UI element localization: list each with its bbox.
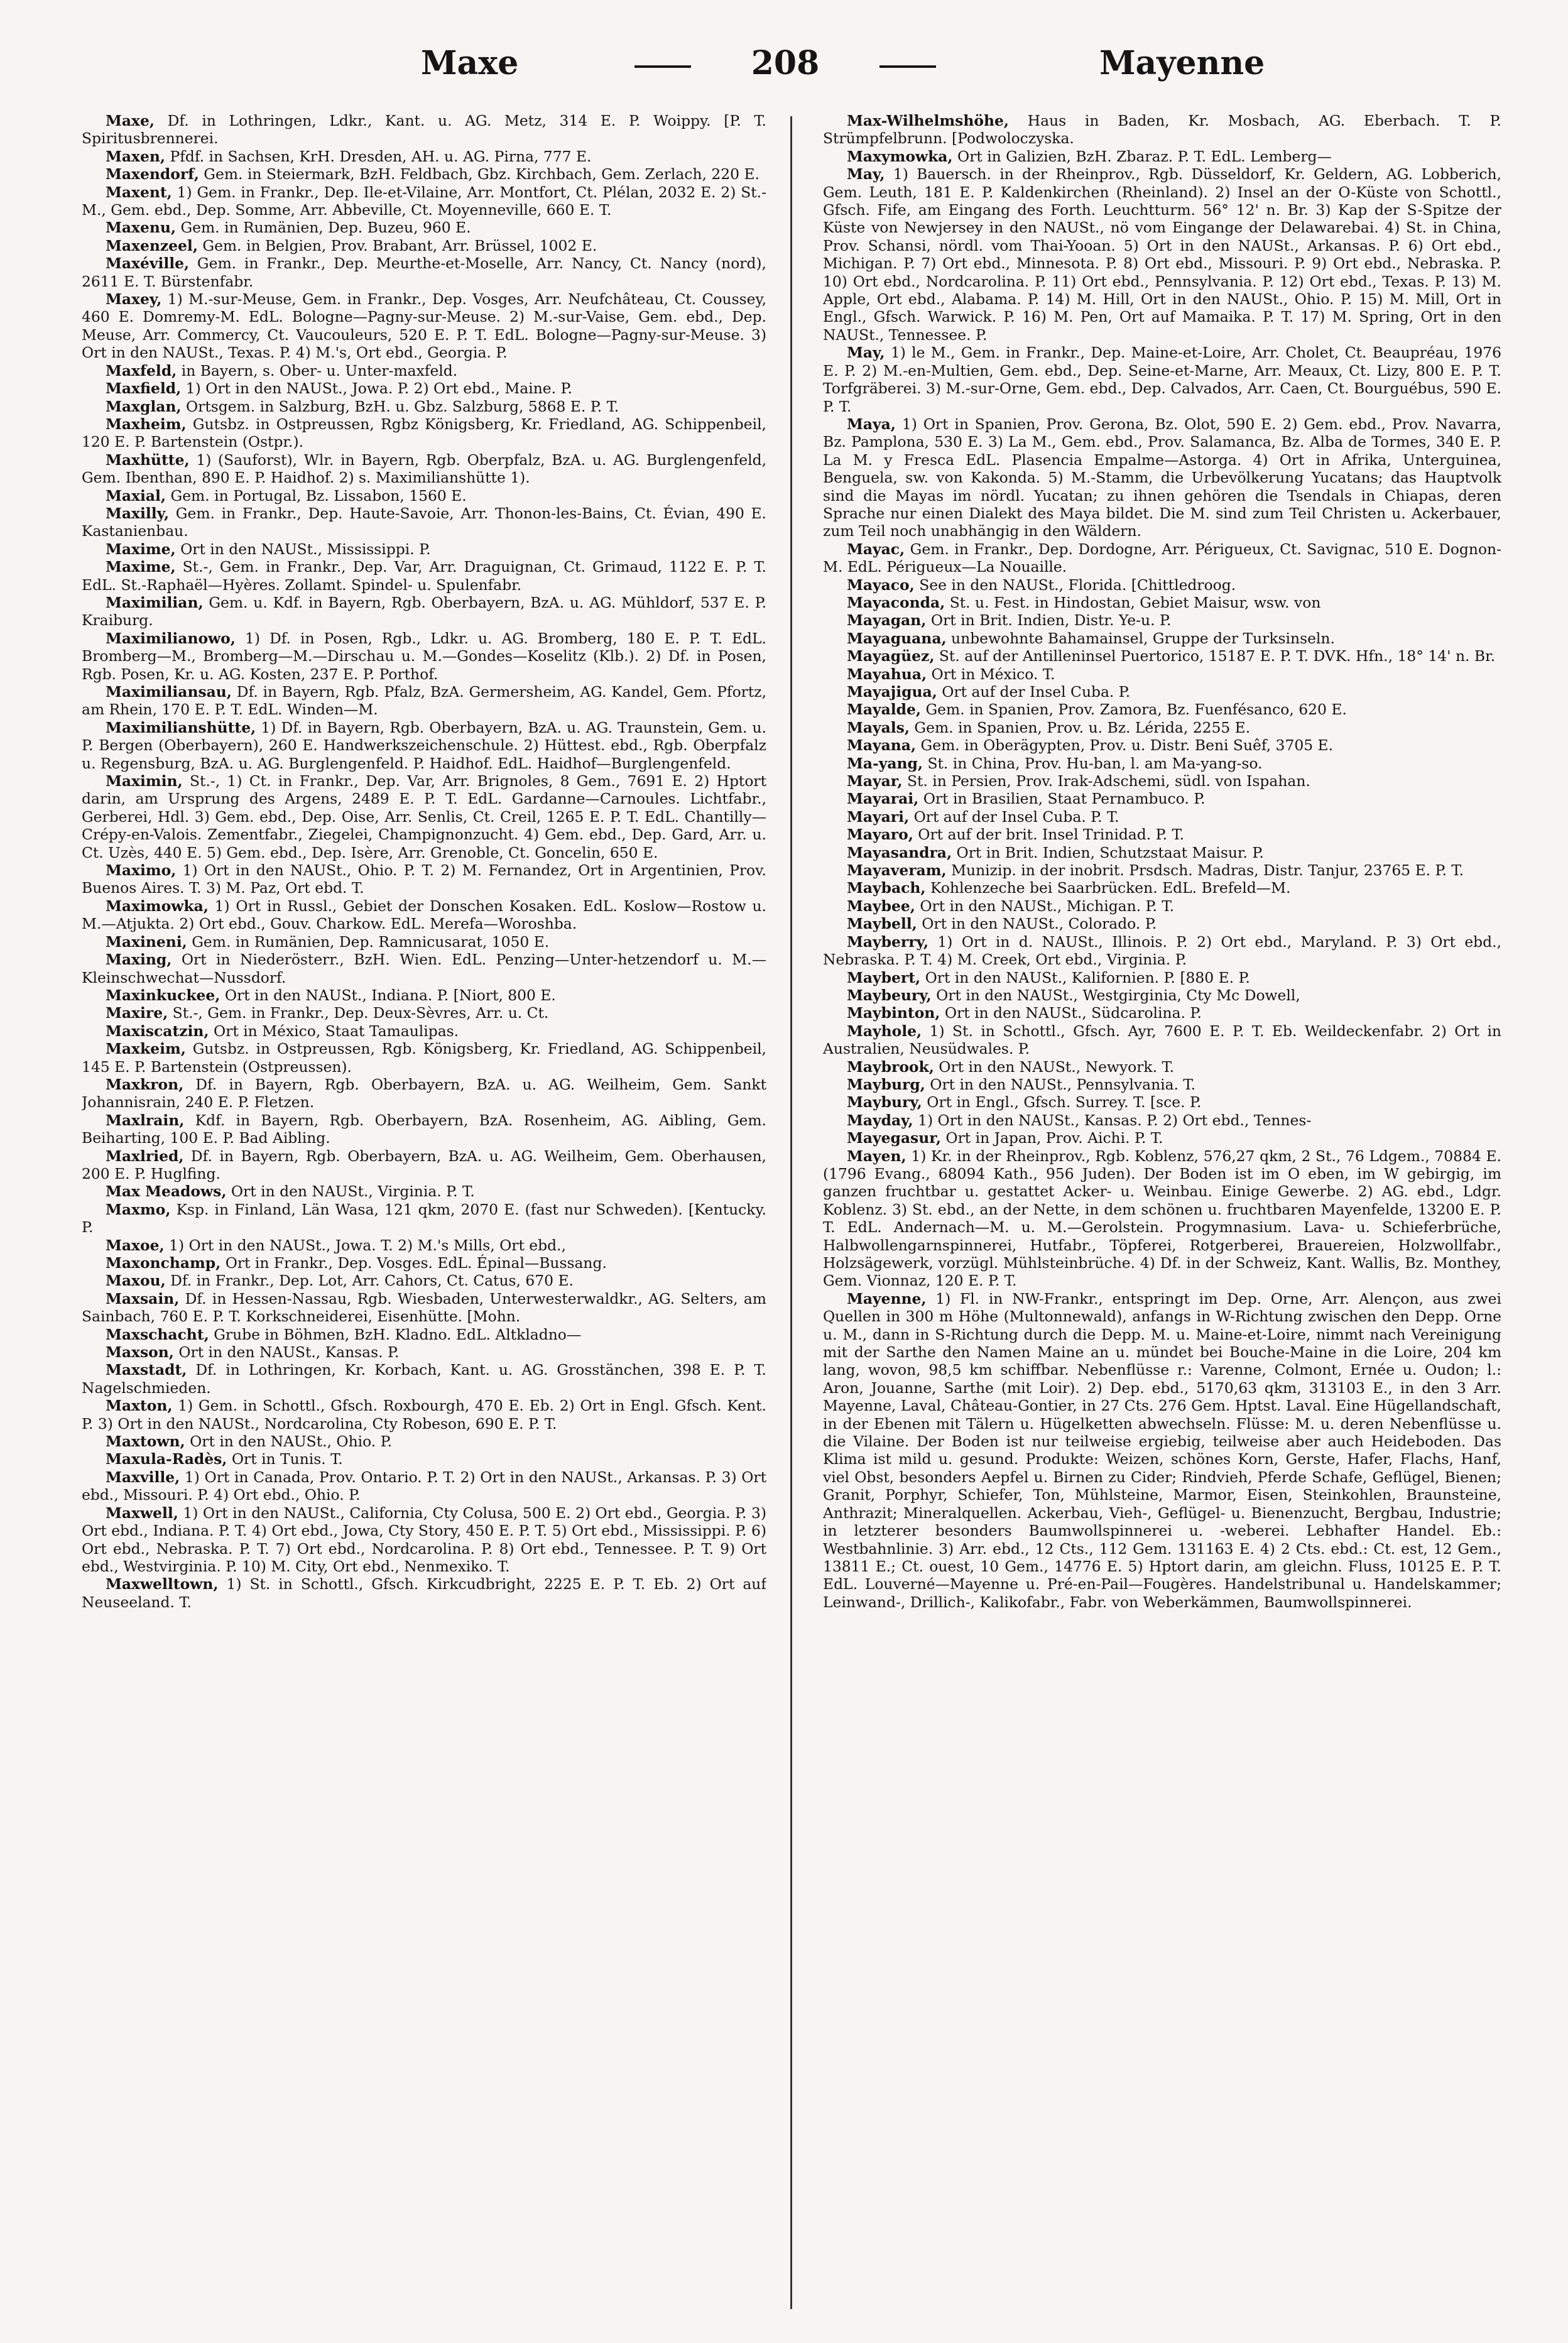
entry-keyword: Maxey,: [106, 290, 162, 309]
entry-keyword: Maybury,: [847, 1093, 922, 1111]
dictionary-entry: [82, 1201, 766, 1237]
entry-keyword: Maxen,: [106, 147, 166, 165]
entry-text: Ort in Brit. Indien, Schutzstaat Maisur. P.: [952, 843, 1264, 861]
entry-text: 1) (Sauforst), Wlr. in Bayern, Rgb. Oberpfalz, BzA. u. AG. Burglengenfeld, Gem. Ibenthan, 890 E. P. Haidhof. 2) s. Maximilianshütte 1).: [82, 451, 766, 487]
entry-text: 1) St. in Schottl., Gfsch. Kirkcudbright, 2225 E. P. T. Eb. 2) Ort auf Neuseeland. T.: [82, 1575, 766, 1611]
dictionary-entry: [823, 594, 1501, 611]
entry-text: Ort in Brasilien, Staat Pernambuco. P.: [918, 790, 1206, 808]
dictionary-entry: [82, 933, 766, 951]
entry-keyword: Mayaro,: [847, 826, 913, 844]
dictionary-entry: [82, 1343, 766, 1361]
dictionary-entry: [823, 647, 1501, 665]
dictionary-entry: [82, 1575, 766, 1611]
entry-keyword: Maxenu,: [106, 219, 177, 237]
dictionary-entry: [823, 808, 1501, 826]
entry-text: 1) Bauersch. in der Rheinprov., Rgb. Düsseldorf, Kr. Geldern, AG. Lobberich, Gem. Leuth, 181 E. P. Kaldenkirchen (Rheinland). 2) Insel an der O-Küste von Schottl., Gfsch. Fife, am Eingang des Forth. Leuchtturm. 56° 12' n. Br. 3) Kap der S-Spitze der Küste von Newjersey in den NAUSt., nö vom Eingange der Delawarebai. 4) St. in China, Prov. Schansi, nördl. vom Thai-Yooan. 5) Ort in den NAUSt., Arkansas. P. 6) Ort ebd., Michigan. P. 7) Ort ebd., Minnesota. P. 8) Ort ebd., Missouri. P. 9) Ort ebd., Nebraska. P. 10) Ort ebd., Nordcarolina. P. 11) Ort ebd., Pennsylvania. P. 12) Ort ebd., Texas. P. 13) M. Apple, Ort ebd., Alabama. P. 14) M. Hill, Ort in den NAUSt., Ohio. P. 15) M. Mill, Ort in Engl., Gfsch. Warwick. P. 16) M. Pen, Ort auf Mamaika. P. T. 17) M. Spring, Ort in den NAUSt., Tennessee. P.: [823, 165, 1501, 344]
dictionary-entry: [823, 719, 1501, 736]
dictionary-entry: [82, 290, 766, 362]
entry-text: Ort in Tunis. T.: [227, 1450, 343, 1468]
entry-keyword: Mayday,: [847, 1111, 913, 1129]
entry-text: Ort in den NAUSt., Pennsylvania. T.: [925, 1075, 1196, 1093]
dictionary-entry: [823, 736, 1501, 754]
entry-keyword: Maximin,: [106, 772, 183, 790]
entry-text: St. in Persien, Prov. Irak-Adschemi, südl. von Ispahan.: [902, 772, 1310, 790]
entry-text: 1) Ort in den NAUSt., Kansas. P. 2) Ort ebd., Tennes-: [913, 1111, 1312, 1129]
entry-text: Ksp. in Finland, Län Wasa, 121 qkm, 2070 E. (fast nur Schweden). [Kentucky. P.: [82, 1200, 766, 1237]
entry-keyword: Maxlried,: [106, 1147, 184, 1165]
entry-keyword: Maya,: [847, 415, 896, 433]
dictionary-entry: [823, 611, 1501, 629]
entry-keyword: Mayberry,: [847, 932, 929, 951]
entry-text: Df. in Bayern, Rgb. Oberbayern, BzA. u. AG. Weilheim, Gem. Sankt Johannisrain, 240 E. P. Fletzen.: [82, 1075, 766, 1111]
entry-keyword: Maybee,: [847, 897, 915, 915]
entry-keyword: Maxkron,: [106, 1075, 184, 1093]
dictionary-entry: [823, 112, 1501, 148]
dictionary-entry: [82, 683, 766, 719]
dictionary-entry: [82, 719, 766, 772]
entry-keyword: Mayals,: [847, 718, 910, 736]
entry-text: Ort auf der Insel Cuba. P.: [937, 683, 1131, 701]
entry-text: 1) Ort in den NAUSt., Jowa. P. 2) Ort ebd., Maine. P.: [181, 380, 572, 398]
dictionary-entry: [82, 1433, 766, 1450]
entry-keyword: Maximo,: [106, 861, 177, 880]
dictionary-entry: [82, 1237, 766, 1254]
entry-text: Gem. in Oberägypten, Prov. u. Distr. Beni Suêf, 3705 E.: [916, 736, 1334, 755]
entry-text: 1) Kr. in der Rheinprov., Rgb. Koblenz, 576,27 qkm, 2 St., 76 Ldgem., 70884 E. (1796 Evang., 68094 Kath., 956 Juden). Der Boden ist im O eben, im W gebirgig, im ganzen fruchtbar u. gestattet Acker- u. Weinbau. Einige Gewerbe. 2) AG. ebd., Ldgr. Koblenz. 3) St. ebd., an der Nette, in dem schönen u. fruchtbaren Mayenfelde, 13200 E. P. T. EdL. Andernach—M. u. M.—Gerolstein. Progymnasium. Lava- u. Schieferbrüche, Halbwollengarnspinnerei, Hutfabr., Töpferei, Rotgerberei, Brauereien, Holzwollfabr., Holzsägewerk, vorzügl. Mühlsteinbrüche. 4) Df. in der Schweiz, Kant. Wallis, Bz. Monthey, Gem. Vionnaz, 120 E. P. T.: [823, 1147, 1501, 1290]
entry-keyword: Mayaveram,: [847, 861, 947, 880]
entry-keyword: Mayaco,: [847, 576, 915, 594]
entry-text: Gem. in Frankr., Dep. Dordogne, Arr. Périgueux, Ct. Savignac, 510 E. Dognon-M. EdL. Périgueux—La Nouaille.: [823, 540, 1501, 576]
dictionary-entry: [82, 1040, 766, 1076]
entry-keyword: Maxfield,: [106, 380, 182, 398]
dictionary-entry: [823, 933, 1501, 969]
entry-keyword: May,: [847, 165, 885, 183]
entry-keyword: Mayajigua,: [847, 683, 937, 701]
entry-keyword: Mayburg,: [847, 1075, 925, 1093]
dictionary-entry: [82, 897, 766, 933]
entry-keyword: Maybell,: [847, 915, 917, 933]
entry-text: Ort in Engl., Gfsch. Surrey. T. [sce. P.: [922, 1093, 1202, 1111]
dictionary-entry: [823, 772, 1501, 790]
entry-text: Ort in den NAUSt., Westgirginia, Cty Mc Dowell,: [931, 986, 1300, 1004]
dictionary-entry: [823, 165, 1501, 344]
dictionary-entry: [82, 1022, 766, 1040]
entry-text: Kdf. in Bayern, Rgb. Oberbayern, BzA. Rosenheim, AG. Aibling, Gem. Beiharting, 100 E. P. Bad Aibling.: [82, 1111, 766, 1147]
entry-text: 1) Df. in Bayern, Rgb. Oberbayern, BzA. u. AG. Traunstein, Gem. u. P. Bergen (Oberbayern), 260 E. Handwerkszeichenschule. 2) Hüttest. ebd., Rgb. Oberpfalz u. Regensburg, BzA. u. AG. Burglengenfeld. P. Haidhof. EdL. Haidhof—Burglengenfeld.: [82, 718, 766, 772]
entry-keyword: Maybrook,: [847, 1057, 934, 1076]
entry-keyword: Maximowka,: [106, 897, 209, 915]
entry-keyword: Maxéville,: [106, 254, 190, 273]
entry-text: Ort in Niederösterr., BzH. Wien. EdL. Penzing—Unter-hetzendorf u. M.—Kleinschwechat—Nussdorf.: [82, 951, 766, 986]
entry-keyword: Mayen,: [847, 1147, 906, 1165]
entry-keyword: Maxfeld,: [106, 361, 177, 380]
left-column: [82, 112, 766, 2311]
dictionary-entry: [823, 1290, 1501, 1611]
entry-keyword: Maxson,: [106, 1343, 174, 1362]
header-right-term: Mayenne: [1099, 44, 1265, 82]
entry-text: Pfdf. in Sachsen, KrH. Dresden, AH. u. AG. Pirna, 777 E.: [165, 147, 592, 165]
entry-text: Gem. in Spanien, Prov. Zamora, Bz. Fuenfésanco, 620 E.: [921, 701, 1347, 719]
dictionary-entry: [823, 861, 1501, 879]
dictionary-entry: [82, 1147, 766, 1183]
dictionary-entry: [823, 969, 1501, 986]
dictionary-entry: [82, 254, 766, 290]
entry-text: Kohlenzeche bei Saarbrücken. EdL. Brefeld—M.: [925, 879, 1291, 897]
entry-text: Ort in den NAUSt., Ohio. P.: [185, 1433, 393, 1451]
entry-keyword: Maybinton,: [847, 1004, 940, 1022]
entry-keyword: Maybach,: [847, 879, 926, 897]
entry-keyword: Mayari,: [847, 807, 910, 826]
header-left-term: Maxe: [421, 44, 519, 82]
dictionary-entry: [823, 1022, 1501, 1058]
entry-keyword: Maxville,: [106, 1468, 180, 1486]
dictionary-entry: [823, 915, 1501, 932]
dictionary-entry: [82, 951, 766, 986]
dictionary-entry: [82, 558, 766, 594]
entry-text: See in den NAUSt., Florida. [Chittledroog.: [914, 576, 1236, 594]
dictionary-entry: [82, 1182, 766, 1200]
entry-keyword: Mayac,: [847, 540, 905, 558]
dictionary-entry: [82, 986, 766, 1004]
entry-text: 1) Ort in den NAUSt., Ohio. P. T. 2) M. Fernandez, Ort in Argentinien, Prov. Buenos Aires. T. 3) M. Paz, Ort ebd. T.: [82, 861, 766, 897]
entry-keyword: Max Meadows,: [106, 1182, 227, 1201]
entry-keyword: Maxiscatzin,: [106, 1022, 209, 1040]
dictionary-entry: [823, 683, 1501, 701]
entry-keyword: Maxschacht,: [106, 1325, 209, 1343]
dictionary-entry: [823, 844, 1501, 861]
entry-text: Ort in den NAUSt., Colorado. P.: [917, 915, 1157, 933]
dictionary-entry: [82, 505, 766, 540]
entry-keyword: Maxton,: [106, 1397, 173, 1415]
entry-text: Ort in den NAUSt., Mississippi. P.: [175, 540, 431, 558]
dictionary-entry: [82, 1076, 766, 1111]
entry-keyword: Maxsain,: [106, 1289, 180, 1308]
entry-keyword: Maxime,: [106, 558, 176, 576]
entry-text: 1) M.-sur-Meuse, Gem. in Frankr., Dep. Vosges, Arr. Neufchâteau, Ct. Coussey, 460 E. Domremy-M. EdL. Bologne—Pagny-sur-Meuse. 2) M.-sur-Vaise, Gem. ebd., Dep. Meuse, Arr. Commercy, Ct. Vaucouleurs, 520 E. P. T. EdL. Bologne—Pagny-sur-Meuse. 3) Ort in den NAUSt., Texas. P. 4) M.'s, Ort ebd., Georgia. P.: [82, 290, 766, 362]
entry-text: 1) Df. in Posen, Rgb., Ldkr. u. AG. Bromberg, 180 E. P. T. EdL. Bromberg—M., Bromberg—M.—Dirschau u. M.—Gondes—Koselitz (Klb.). 2) Df. in Posen, Rgb. Posen, Kr. u. AG. Kosten, 237 E. P. Porthof.: [82, 629, 766, 683]
entry-keyword: Maxula-Radès,: [106, 1450, 227, 1468]
entry-text: Gutsbz. in Ostpreussen, Rgb. Königsberg, Kr. Friedland, AG. Schippenbeil, 145 E. P. Bartenstein (Ostpreussen).: [82, 1040, 766, 1076]
entry-keyword: Maxymowka,: [847, 147, 953, 165]
right-column: [823, 112, 1501, 2311]
entry-keyword: Maxkeim,: [106, 1040, 186, 1058]
entry-keyword: Maybert,: [847, 968, 921, 986]
entry-text: Ort in den NAUSt., Kansas. P.: [173, 1343, 400, 1362]
dictionary-entry: [82, 1004, 766, 1022]
entry-keyword: Maxoe,: [106, 1236, 165, 1254]
entry-text: unbewohnte Bahamainsel, Gruppe der Turksinseln.: [946, 629, 1335, 647]
entry-text: Ort in den NAUSt., Indiana. P. [Niort, 800 E.: [220, 986, 556, 1004]
dictionary-entry: [823, 1111, 1501, 1129]
entry-text: St. u. Fest. in Hindostan, Gebiet Maisur, wsw. von: [945, 593, 1321, 611]
entry-keyword: Mayalde,: [847, 701, 922, 719]
entry-keyword: Maxial,: [106, 486, 166, 505]
entry-text: 1) Ort in den NAUSt., California, Cty Colusa, 500 E. 2) Ort ebd., Georgia. P. 3) Ort ebd., Indiana. P. T. 4) Ort ebd., Jowa, Cty Story, 450 E. P. T. 5) Ort ebd., Mississippi. P. 6) Ort ebd., Nebraska. P. T. 7) Ort ebd., Nordcarolina. P. 8) Ort ebd., Tennessee. P. T. 9) Ort ebd., Westvirginia. P. 10) M. City, Ort ebd., Nenmexiko. T.: [82, 1504, 766, 1575]
entry-text: Gem. u. Kdf. in Bayern, Rgb. Oberbayern, BzA. u. AG. Mühldorf, 537 E. P. Kraiburg.: [82, 593, 766, 630]
dictionary-entry: [823, 790, 1501, 807]
entry-text: Df. in Hessen-Nassau, Rgb. Wiesbaden, Unterwesterwaldkr., AG. Selters, am Sainbach, 760 E. P. T. Korkschneiderei, Eisenhütte. [Mohn.: [82, 1289, 766, 1326]
entry-text: Df. in Lothringen, Ldkr., Kant. u. AG. Metz, 314 E. P. Woippy. [P. T. Spiritusbrennerei.: [82, 112, 766, 148]
column-divider: [790, 116, 792, 2309]
entry-keyword: Mayana,: [847, 736, 917, 755]
entry-text: Ort in den NAUSt., Kalifornien. P. [880 E. P.: [920, 968, 1250, 986]
dictionary-entry: [82, 415, 766, 451]
entry-text: Ort in den NAUSt., Südcarolina. P.: [940, 1004, 1202, 1022]
entry-keyword: Mayegasur,: [847, 1129, 941, 1147]
dictionary-entry: [823, 576, 1501, 594]
entry-text: Munizip. in der inobrit. Prsdsch. Madras, Distr. Tanjur, 23765 E. P. T.: [946, 861, 1464, 880]
dictionary-entry: [82, 112, 766, 148]
entry-text: St. auf der Antilleninsel Puertorico, 15187 E. P. T. DVK. Hfn., 18° 14' n. Br.: [934, 647, 1496, 665]
entry-text: Gem. in Steiermark, BzH. Feldbach, Gbz. Kirchbach, Gem. Zerlach, 220 E.: [199, 165, 760, 183]
dictionary-entry: [823, 415, 1501, 540]
entry-text: Ort auf der Insel Cuba. P. T.: [909, 807, 1119, 826]
dictionary-entry: [82, 487, 766, 505]
entry-text: Df. in Frankr., Dep. Lot, Arr. Cahors, Ct. Catus, 670 E.: [165, 1272, 574, 1290]
dictionary-entry: [82, 594, 766, 630]
entry-keyword: Ma-yang,: [847, 754, 923, 772]
dictionary-entry: [823, 344, 1501, 415]
entry-keyword: Maxwell,: [106, 1504, 178, 1522]
entry-keyword: Mayarai,: [847, 790, 919, 808]
entry-text: 1) le M., Gem. in Frankr., Dep. Maine-et-Loire, Arr. Cholet, Ct. Beaupréau, 1976 E. P. 2) M.-en-Multien, Gem. ebd., Dep. Seine-et-Marne, Arr. Meaux, Ct. Lizy, 800 E. P. T. Torfgräberei. 3) M.-sur-Orne, Gem. ebd., Dep. Calvados, Arr. Caen, Ct. Bourguébus, 590 E. P. T.: [823, 344, 1501, 415]
dictionary-entry: [82, 1397, 766, 1433]
dictionary-entry: [823, 1004, 1501, 1022]
entry-text: Df. in Lothringen, Kr. Korbach, Kant. u. AG. Grosstänchen, 398 E. P. T. Nagelschmieden.: [82, 1361, 766, 1397]
entry-keyword: Mayaconda,: [847, 593, 945, 611]
dictionary-entry: [823, 986, 1501, 1004]
dictionary-entry: [823, 826, 1501, 843]
entry-text: Ort in Brit. Indien, Distr. Ye-u. P.: [926, 611, 1172, 630]
entry-keyword: Mayahua,: [847, 665, 927, 683]
entry-keyword: Maxstadt,: [106, 1361, 187, 1379]
entry-text: Ort in den NAUSt., Michigan. P. T.: [915, 897, 1175, 915]
entry-text: Ort in den NAUSt., Virginia. P. T.: [226, 1182, 475, 1201]
entry-text: Gem. in Frankr., Dep. Meurthe-et-Moselle, Arr. Nancy, Ct. Nancy (nord), 2611 E. T. Bürstenfabr.: [82, 254, 766, 290]
entry-keyword: Maxineni,: [106, 932, 187, 951]
entry-text: Ortsgem. in Salzburg, BzH. u. Gbz. Salzburg, 5868 E. P. T.: [181, 397, 619, 415]
entry-keyword: Maxinkuckee,: [106, 986, 220, 1004]
entry-text: Ort auf der brit. Insel Trinidad. P. T.: [913, 826, 1185, 844]
entry-text: Gem. in Frankr., Dep. Haute-Savoie, Arr. Thonon-les-Bains, Ct. Évian, 490 E. Kastanienbau.: [82, 504, 766, 540]
entry-keyword: Maybeury,: [847, 986, 932, 1004]
entry-text: Gem. in Rumänien, Dep. Ramnicusarat, 1050 E.: [187, 932, 550, 951]
entry-keyword: Maximiliansau,: [106, 683, 232, 701]
entry-keyword: Maxilly,: [106, 504, 170, 522]
dictionary-entry: [82, 219, 766, 236]
dictionary-entry: [82, 1290, 766, 1326]
dictionary-entry: [823, 148, 1501, 165]
dictionary-entry: [82, 165, 766, 183]
dictionary-entry: [823, 1129, 1501, 1147]
entry-keyword: Maximilianowo,: [106, 629, 236, 647]
entry-text: 1) St. in Schottl., Gfsch. Ayr, 7600 E. P. T. Eb. Weildeckenfabr. 2) Ort in Australien, Neusüdwales. P.: [823, 1022, 1501, 1058]
dictionary-entry: [82, 1254, 766, 1272]
entry-keyword: Maxe,: [106, 112, 155, 129]
dictionary-entry: [823, 701, 1501, 718]
entry-text: Ort in México, Staat Tamaulipas.: [209, 1022, 459, 1040]
entry-text: 1) Gem. in Schottl., Gfsch. Roxbourgh, 470 E. Eb. 2) Ort in Engl. Gfsch. Kent. P. 3) Ort in den NAUSt., Nordcarolina, Cty Robeson, 690 E. P. T.: [82, 1397, 766, 1433]
entry-text: Ort in México. T.: [927, 665, 1055, 683]
dictionary-entry: [823, 630, 1501, 647]
dictionary-entry: [82, 540, 766, 558]
dictionary-entry: [82, 1272, 766, 1289]
entry-text: Grube in Böhmen, BzH. Kladno. EdL. Altkladno—: [209, 1325, 582, 1343]
entry-text: Ort in Frankr., Dep. Vosges. EdL. Épinal—Bussang.: [220, 1254, 607, 1272]
dictionary-entry: [82, 1504, 766, 1576]
entry-text: 1) Ort in Spanien, Prov. Gerona, Bz. Olot, 590 E. 2) Gem. ebd., Prov. Navarra, Bz. Pamplona, 530 E. 3) La M., Gem. ebd., Prov. Salamanca, Bz. Alba de Tormes, 340 E. P. La M. y Fresca EdL. Plasencia Empalme—Astorga. 4) Ort in Afrika, Unterguinea, Benguela, sw. von Kakonda. 5) M.-Stamm, die Urbevölkerung Yucatans; das Hauptvolk sind die Mayas im nördl. Yucatan; zu ihnen gehören die Tsendals in Chiapas, deren Sprache nur einen Dialekt des Maya bildet. Die M. sind zum Teil Christen u. Ackerbauer, zum Teil noch unabhängig in den Wäldern.: [823, 415, 1501, 540]
dictionary-entry: [82, 1468, 766, 1504]
entry-keyword: Max-Wilhelmshöhe,: [847, 112, 1009, 129]
dictionary-entry: [82, 630, 766, 683]
entry-text: 1) Ort in d. NAUSt., Illinois. P. 2) Ort ebd., Maryland. P. 3) Ort ebd., Nebraska. P. T. 4) M. Creek, Ort ebd., Virginia. P.: [823, 932, 1501, 969]
entry-keyword: Maxonchamp,: [106, 1254, 221, 1272]
entry-text: 1) Gem. in Frankr., Dep. Ile-et-Vilaine, Arr. Montfort, Ct. Plélan, 2032 E. 2) St.-M., Gem. ebd., Dep. Somme, Arr. Abbeville, Ct. Moyenneville, 660 E. T.: [82, 183, 766, 219]
entry-keyword: Mayagan,: [847, 611, 927, 630]
dictionary-entry: [823, 1147, 1501, 1290]
entry-keyword: Maxtown,: [106, 1433, 185, 1451]
entry-text: Gutsbz. in Ostpreussen, Rgbz Königsberg, Kr. Friedland, AG. Schippenbeil, 120 E. P. Bartenstein (Ostpr.).: [82, 415, 766, 451]
entry-text: St.-, Gem. in Frankr., Dep. Var, Arr. Draguignan, Ct. Grimaud, 1122 E. P. T. EdL. St.-Raphaël—Hyères. Zollamt. Spindel- u. Spulenfabr.: [82, 558, 766, 594]
entry-text: 1) Ort in den NAUSt., Jowa. T. 2) M.'s Mills, Ort ebd.,: [164, 1236, 566, 1254]
entry-keyword: Maxlrain,: [106, 1111, 185, 1129]
entry-text: Df. in Bayern, Rgb. Oberbayern, BzA. u. AG. Weilheim, Gem. Oberhausen, 200 E. P. Huglfing.: [82, 1147, 766, 1182]
dictionary-entry: [82, 1326, 766, 1343]
entry-text: St.-, Gem. in Frankr., Dep. Deux-Sèvres, Arr. u. Ct.: [168, 1004, 549, 1022]
dictionary-entry: [82, 380, 766, 397]
entry-keyword: Maxent,: [106, 183, 172, 201]
dictionary-entry: [823, 897, 1501, 915]
dictionary-entry: [823, 755, 1501, 772]
dictionary-entry: [82, 772, 766, 861]
dictionary-entry: [823, 540, 1501, 576]
entry-keyword: Maxhütte,: [106, 451, 190, 469]
dictionary-entry: [82, 451, 766, 487]
entry-keyword: Mayar,: [847, 772, 903, 790]
entry-text: 1) Ort in Canada, Prov. Ontario. P. T. 2) Ort in den NAUSt., Arkansas. P. 3) Ort ebd., Missouri. P. 4) Ort ebd., Ohio. P.: [82, 1468, 766, 1504]
page-number: 208: [710, 44, 861, 82]
dictionary-entry: [82, 148, 766, 165]
entry-text: Gem. in Portugal, Bz. Lissabon, 1560 E.: [166, 486, 467, 505]
dictionary-entry: [823, 1076, 1501, 1093]
entry-keyword: Maxime,: [106, 540, 176, 558]
entry-text: in Bayern, s. Ober- u. Unter-maxfeld.: [177, 361, 458, 380]
entry-text: Gem. in Belgien, Prov. Brabant, Arr. Brüssel, 1002 E.: [197, 236, 597, 254]
entry-keyword: Maxmo,: [106, 1200, 171, 1218]
entry-text: Df. in Bayern, Rgb. Pfalz, BzA. Germersheim, AG. Kandel, Gem. Pfortz, am Rhein, 170 E. P. T. EdL. Winden—M.: [82, 683, 766, 719]
entry-keyword: Maxenzeel,: [106, 236, 198, 254]
dictionary-entry: [823, 1058, 1501, 1076]
dictionary-entry: [82, 1450, 766, 1468]
entry-text: 1) Fl. in NW-Frankr., entspringt im Dep. Orne, Arr. Alençon, aus zwei Quellen in 300 m Höhe (Multonnewald), anfangs in W-Richtung zwischen den Depp. Orne u. M., dann in S-Richtung durch die Depp. M. u. Maine-et-Loire, nimmt nach Vereinigung mit der Sarthe den Namen Maine an u. mündet bei Bouche-Maine in die Loire, 204 km lang, wovon, 98,5 km schiffbar. Nebenflüsse r.: Varenne, Colmont, Ernée u. Oudon; l.: Aron, Jouanne, Sarthe (mit Loir). 2) Dep. ebd., 5170,63 qkm, 313103 E., in den 3 Arr. Mayenne, Laval, Château-Gontier, in 27 Cts. 276 Gem. Hptst. Laval. Eine Hügellandschaft, in der Ebenen mit Tälern u. Hügelketten abwechseln. Flüsse: M. u. deren Nebenflüsse u. die Vilaine. Der Boden ist nur teilweise ergiebig, teilweise aber auch Heideboden. Das Klima ist mild u. gesund. Produkte: Weizen, schönes Korn, Gerste, Hafer, Flachs, Hanf, viel Obst, besonders Aepfel u. Birnen zu Cider; Rindvieh, Pferde Schafe, Geflügel, Bienen; Granit, Porphyr, Schiefer, Ton, Mühlsteine, Marmor, Eisen, Steinkohlen, Braunsteine, Anthrazit; Mineralquellen. Ackerbau, Vieh-, Geflügel- u. Bienenzucht, Bergbau, Industrie; in letzterer besonders Baumwollspinnerei u. -weberei. Lebhafter Handel. Eb.: Westbahnlinie. 3) Arr. ebd., 12 Cts., 112 Gem. 131163 E. 4) 2 Cts. ebd.: Ct. est, 12 Gem., 13811 E.; Ct. ouest, 10 Gem., 14776 E. 5) Hptort darin, am gleichn. Fluss, 10125 E. P. T. EdL. Louverné—Mayenne u. Pré-en-Pail—Fougères. Handelstribunal u. Handelskammer; Leinwand-, Drillich-, Kalikofabr., Fabr. von Weberkämmen, Baumwollspinnerei.: [823, 1289, 1501, 1611]
entry-text: Gem. in Spanien, Prov. u. Bz. Lérida, 2255 E.: [910, 718, 1251, 736]
entry-keyword: May,: [847, 344, 885, 362]
entry-keyword: Mayhole,: [847, 1022, 922, 1040]
entry-text: St. in China, Prov. Hu-ban, l. am Ma-yang-so.: [923, 754, 1263, 772]
entry-keyword: Maxire,: [106, 1004, 168, 1022]
entry-text: 1) Ort in Russl., Gebiet der Donschen Kosaken. EdL. Koslow—Rostow u. M.—Atjukta. 2) Ort ebd., Gouv. Charkow. EdL. Merefa—Woroshba.: [82, 897, 766, 933]
entry-keyword: Maximilian,: [106, 593, 204, 611]
dictionary-entry: [823, 879, 1501, 897]
entry-text: St.-, 1) Ct. in Frankr., Dep. Var, Arr. Brignoles, 8 Gem., 7691 E. 2) Hptort darin, am Ursprung des Argens, 2489 E. P. T. EdL. Gardanne—Carnoules. Lichtfabr., Gerberei, Hdl. 3) Gem. ebd., Dep. Oise, Arr. Senlis, Ct. Creil, 1265 E. P. T. EdL. Chantilly—Crépy-en-Valois. Zementfabr., Ziegelei, Champignonzucht. 4) Gem. ebd., Dep. Gard, Arr. u. Ct. Uzès, 440 E. 5) Gem. ebd., Dep. Isère, Arr. Grenoble, Ct. Goncelin, 650 E.: [82, 772, 766, 861]
entry-text: Ort in Galizien, BzH. Zbaraz. P. T. EdL. Lemberg—: [952, 147, 1332, 165]
dictionary-entry: [823, 665, 1501, 683]
entry-keyword: Mayaguana,: [847, 629, 947, 647]
entry-text: Ort in den NAUSt., Newyork. T.: [934, 1057, 1175, 1076]
entry-keyword: Maxing,: [106, 951, 172, 969]
entry-text: Gem. in Rumänien, Dep. Buzeu, 960 E.: [176, 219, 471, 237]
dictionary-entry: [82, 362, 766, 380]
dictionary-entry: [823, 1093, 1501, 1111]
dictionary-entry: [82, 183, 766, 219]
entry-text: Ort in Japan, Prov. Aichi. P. T.: [940, 1129, 1163, 1147]
dictionary-entry: [82, 861, 766, 897]
dictionary-entry: [82, 237, 766, 254]
entry-keyword: Maximilianshütte,: [106, 718, 256, 736]
entry-keyword: Maxendorf,: [106, 165, 199, 183]
entry-keyword: Mayasandra,: [847, 843, 952, 861]
dictionary-entry: [82, 1361, 766, 1397]
entry-keyword: Mayagüez,: [847, 647, 935, 665]
dictionary-entry: [82, 398, 766, 415]
dictionary-entry: [82, 1111, 766, 1147]
entry-keyword: Maxwelltown,: [106, 1575, 219, 1593]
page-header: [82, 36, 1489, 93]
entry-keyword: Maxheim,: [106, 415, 187, 433]
entry-keyword: Maxou,: [106, 1272, 166, 1290]
entry-keyword: Maxglan,: [106, 397, 182, 415]
entry-text: Haus in Baden, Kr. Mosbach, AG. Eberbach. T. P. Strümpfelbrunn. [Podwoloczyska.: [823, 112, 1501, 148]
entry-keyword: Mayenne,: [847, 1289, 927, 1308]
